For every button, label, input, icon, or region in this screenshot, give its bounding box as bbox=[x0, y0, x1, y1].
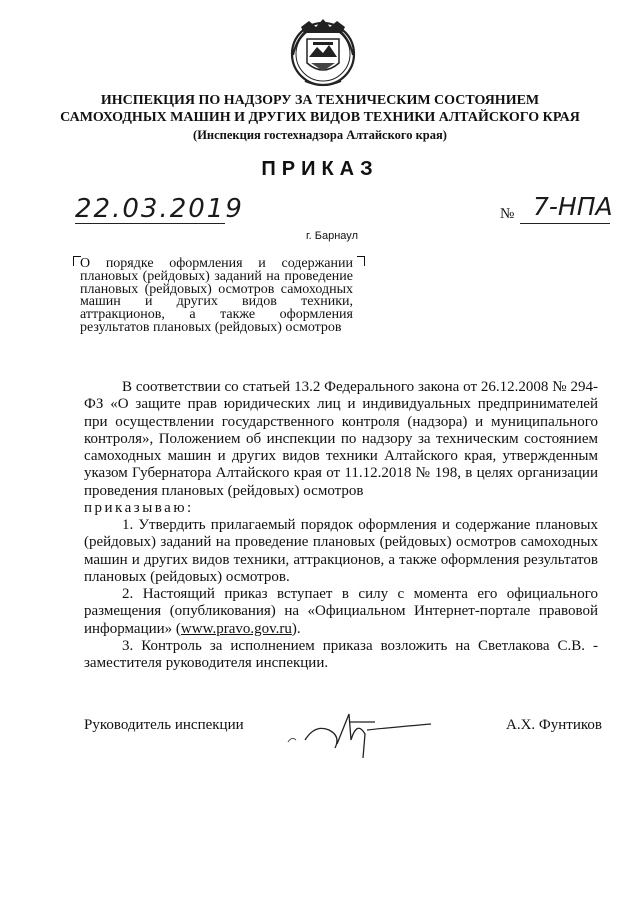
document-type-title: ПРИКАЗ bbox=[261, 158, 379, 180]
order-item-1: 1. Утвердить прилагаемый порядок оформления и содержание плановых (рейдовых) заданий на проведение плановых (рейдовых) осмотров самоходных машин и других видов техники, аттракционов, а также оформления результатов плановых (рейдовых) осмотров. bbox=[84, 517, 598, 585]
document-subject: О порядке оформления и содержании плановых (рейдовых) заданий на проведение плановых (рейдовых) осмотров самоходных машин и других видов техники, аттракционов, а также оформления результатов плановых (рейдовых) осмотров bbox=[80, 256, 353, 335]
document-number: 7-НПА bbox=[533, 192, 613, 221]
organization-short-name: (Инспекция гостехнадзора Алтайского края) bbox=[193, 128, 447, 142]
document-date: 22.03.2019 bbox=[75, 194, 244, 224]
city-label: г. Барнаул bbox=[306, 230, 358, 242]
number-underline bbox=[520, 223, 610, 224]
altai-coat-of-arms-icon bbox=[287, 15, 359, 91]
order-item-2 bbox=[84, 586, 598, 638]
date-underline bbox=[75, 223, 225, 224]
subject-bracket-right bbox=[357, 256, 365, 266]
intro-paragraph: В соответствии со статьей 13.2 Федерального закона от 26.12.2008 № 294-ФЗ «О защите прав юридических лиц и индивидуальных предпринимателей при осуществлении государственного контроля (надзора) и муниципального контроля», Положением об инспекции по надзору за техническим состоянием самоходных машин и других видов техники Алтайского края, утвержденным указом Губернатора Алтайского края от 11.12.2018 № 198, в целях организации проведения плановых (рейдовых) осмотров bbox=[84, 379, 598, 499]
signatory-role: Руководитель инспекции bbox=[84, 717, 244, 733]
order-word: приказываю: bbox=[84, 500, 194, 516]
organization-name-line2: САМОХОДНЫХ МАШИН И ДРУГИХ ВИДОВ ТЕХНИКИ АЛТАЙСКОГО КРАЯ bbox=[60, 110, 580, 125]
organization-name-line1: ИНСПЕКЦИЯ ПО НАДЗОРУ ЗА ТЕХНИЧЕСКИМ СОСТОЯНИЕМ bbox=[100, 93, 540, 108]
order-item-3: 3. Контроль за исполнением приказа возложить на Светлакова С.В. - заместителя руководителя инспекции. bbox=[84, 638, 598, 672]
handwritten-signature bbox=[285, 700, 435, 762]
order-item-2-text-end: ). bbox=[291, 620, 301, 637]
signatory-name: А.Х. Фунтиков bbox=[506, 717, 602, 733]
ink-mark bbox=[287, 736, 297, 744]
number-label: № bbox=[500, 206, 515, 222]
pravo-gov-link[interactable]: www.pravo.gov.ru bbox=[180, 620, 292, 637]
order-item-2-text-start: 2. Настоящий приказ вступает в силу с момента его официального размещения (опубликования) на «Официальном Интернет-портале правовой информации» ( bbox=[84, 586, 598, 637]
